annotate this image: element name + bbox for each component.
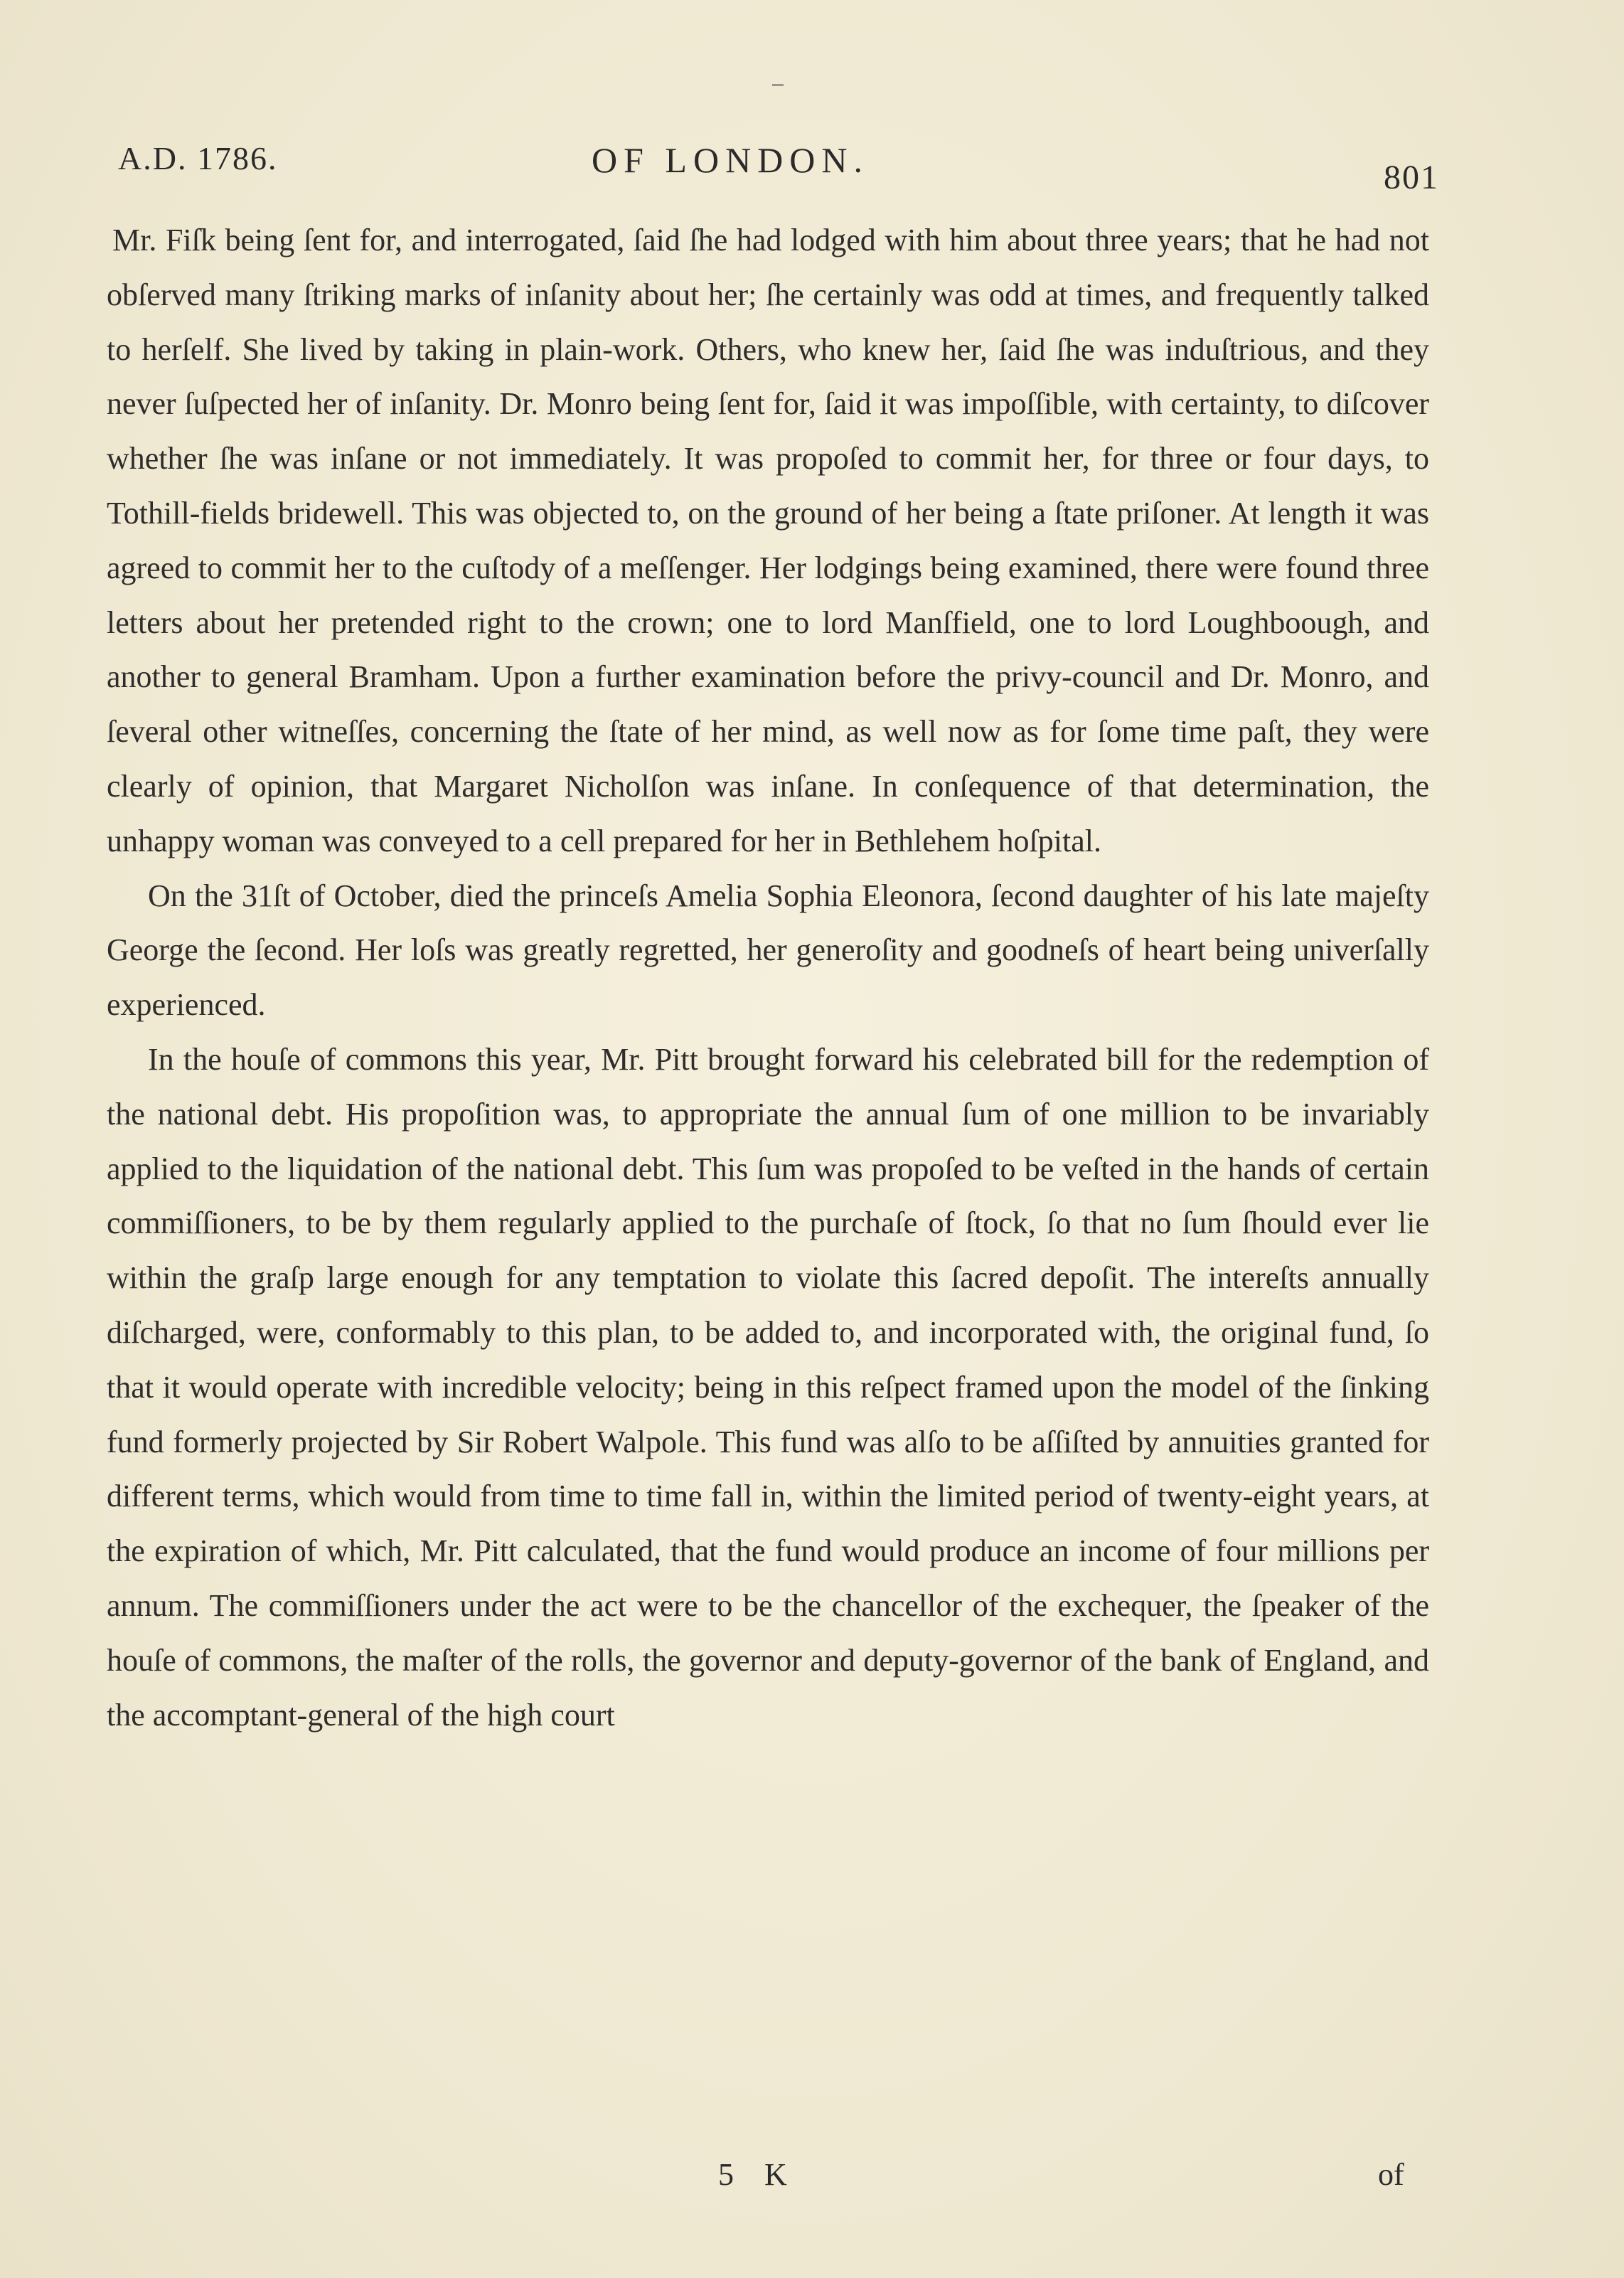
top-dash-mark [772,84,784,86]
running-head-year: A.D. 1786. [118,140,278,176]
body-text [107,213,1429,1742]
running-head-title: OF LONDON. [592,140,869,180]
paragraph-3: In the houſe of commons this year, Mr. Pitt brought forward his celebrated bill for the redemption of the national debt. His propoſition was, to appropriate the annual ſum of one million to be invariably applied to the liquidation of the national debt. This ſum was propoſed to be veſted in the hands of certain commiſſioners, to be by them regularly applied to the purchaſe of ſtock, ſo that no ſum ſhould ever lie within the graſp large enough for any temptation to violate this ſacred depoſit. The intereſts annually diſcharged, were, conformably to this plan, to be added to, and incorporated with, the original fund, ſo that it would operate with incredible velocity; being in this reſpect framed upon the model of the ſinking fund formerly projected by Sir Robert Walpole. This fund was alſo to be aſſiſted by annuities granted for different terms, which would from time to time fall in, within the limited period of twenty-eight years, at the expiration of which, Mr. Pitt calculated, that the fund would produce an income of four millions per annum. The commiſſioners under the act were to be the chancellor of the exchequer, the ſpeaker of the houſe of commons, the maſter of the rolls, the governor and deputy-governor of the bank of England, and the accomptant-general of the high court [107,1041,1429,1733]
paragraph-1: Mr. Fiſk being ſent for, and interrogated, ſaid ſhe had lodged with him about three years; that he had not obſerved many ſtriking marks of inſanity about her; ſhe certainly was odd at times, and frequently talked to herſelf. She lived by taking in plain-work. Others, who knew her, ſaid ſhe was induſtrious, and they never ſuſpected her of inſanity. Dr. Monro being ſent for, ſaid it was impoſſible, with certainty, to diſcover whether ſhe was inſane or not immediately. It was propoſed to commit her, for three or four days, to Tothill-fields bridewell. This was objected to, on the ground of her being a ſtate priſoner. At length it was agreed to commit her to the cuſtody of a meſſenger. Her lodgings being examined, there were found three letters about her pretended right to the crown; one to lord Manſfield, one to lord Loughboough, and another to general Bramham. Upon a further examination before the privy-council and Dr. Monro, and ſeveral other witneſſes, concerning the ſtate of her mind, as well now as for ſome time paſt, they were clearly of opinion, that Margaret Nicholſon was inſane. In conſequence of that determination, the unhappy woman was conveyed to a cell prepared for her in Bethlehem hoſpital. [107,223,1429,858]
page-number: 801 [1384,159,1439,196]
paragraph-2: On the 31ſt of October, died the princeſs Amelia Sophia Eleonora, ſecond daughter of his late majeſty George the ſecond. Her loſs was greatly regretted, her generoſity and goodneſs of heart being univerſally experienced. [107,878,1429,1023]
catchword: of [1378,2157,1404,2192]
signature-mark: 5 K [718,2157,798,2192]
